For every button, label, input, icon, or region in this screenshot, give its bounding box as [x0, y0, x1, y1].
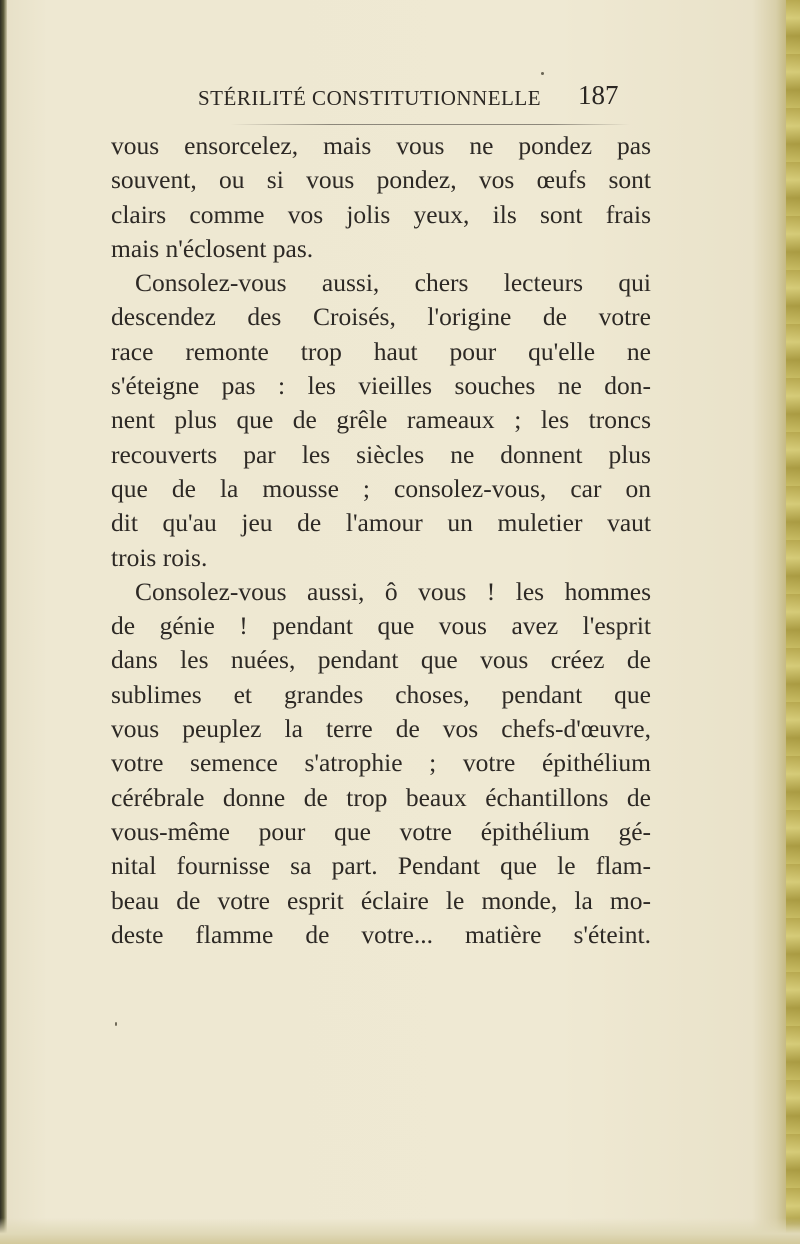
text-line: dans les nuées, pendant que vous créez de — [111, 645, 651, 675]
text-line: Consolez-vous aussi, ô vous ! les hommes — [135, 576, 651, 606]
page-number: 187 — [578, 80, 619, 110]
text-line: cérébrale donne de trop beaux échantillons de — [111, 782, 651, 812]
running-title: STÉRILITÉ CONSTITUTIONNELLE — [198, 86, 542, 110]
text-line: que de la mousse ; consolez-vous, car on — [111, 473, 651, 503]
text-line: nital fournisse sa part. Pendant que le flam- — [111, 851, 651, 881]
text-line: beau de votre esprit éclaire le monde, la mo- — [111, 885, 651, 915]
text-line: race remonte trop haut pour qu'elle ne — [111, 336, 651, 366]
paper-speck — [541, 72, 544, 75]
text-line: votre semence s'atrophie ; votre épithélium — [111, 748, 651, 778]
body-text — [111, 129, 651, 952]
text-line: recouverts par les siècles ne donnent plus — [111, 439, 651, 469]
text-line: vous ensorcelez, mais vous ne pondez pas — [111, 131, 651, 160]
text-line: deste flamme de votre... matière s'éteint. — [111, 919, 651, 949]
paper-speck — [115, 1022, 117, 1026]
running-head — [198, 80, 628, 114]
text-line: Consolez-vous aussi, chers lecteurs qui — [135, 268, 651, 298]
page-right-edge — [786, 0, 800, 1244]
page-left-edge — [0, 0, 7, 1244]
text-line: trois rois. — [111, 542, 208, 572]
text-line: clairs comme vos jolis yeux, ils sont frais — [111, 199, 651, 229]
text-line: mais n'éclosent pas. — [111, 233, 314, 263]
text-line: vous-même pour que votre épithélium gé- — [111, 816, 651, 846]
text-line: descendez des Croisés, l'origine de votre — [111, 302, 651, 332]
text-line: s'éteigne pas : les vieilles souches ne don- — [111, 371, 651, 401]
text-line: vous peuplez la terre de vos chefs-d'œuvre, — [111, 714, 651, 744]
text-line: dit qu'au jeu de l'amour un muletier vaut — [111, 508, 651, 538]
text-line: sublimes et grandes choses, pendant que — [111, 679, 651, 709]
page-bottom-edge — [0, 1218, 800, 1244]
text-line: de génie ! pendant que vous avez l'esprit — [111, 611, 651, 641]
header-rule — [230, 124, 630, 125]
text-line: souvent, ou si vous pondez, vos œufs sont — [111, 165, 651, 195]
text-line: nent plus que de grêle rameaux ; les troncs — [111, 405, 651, 435]
